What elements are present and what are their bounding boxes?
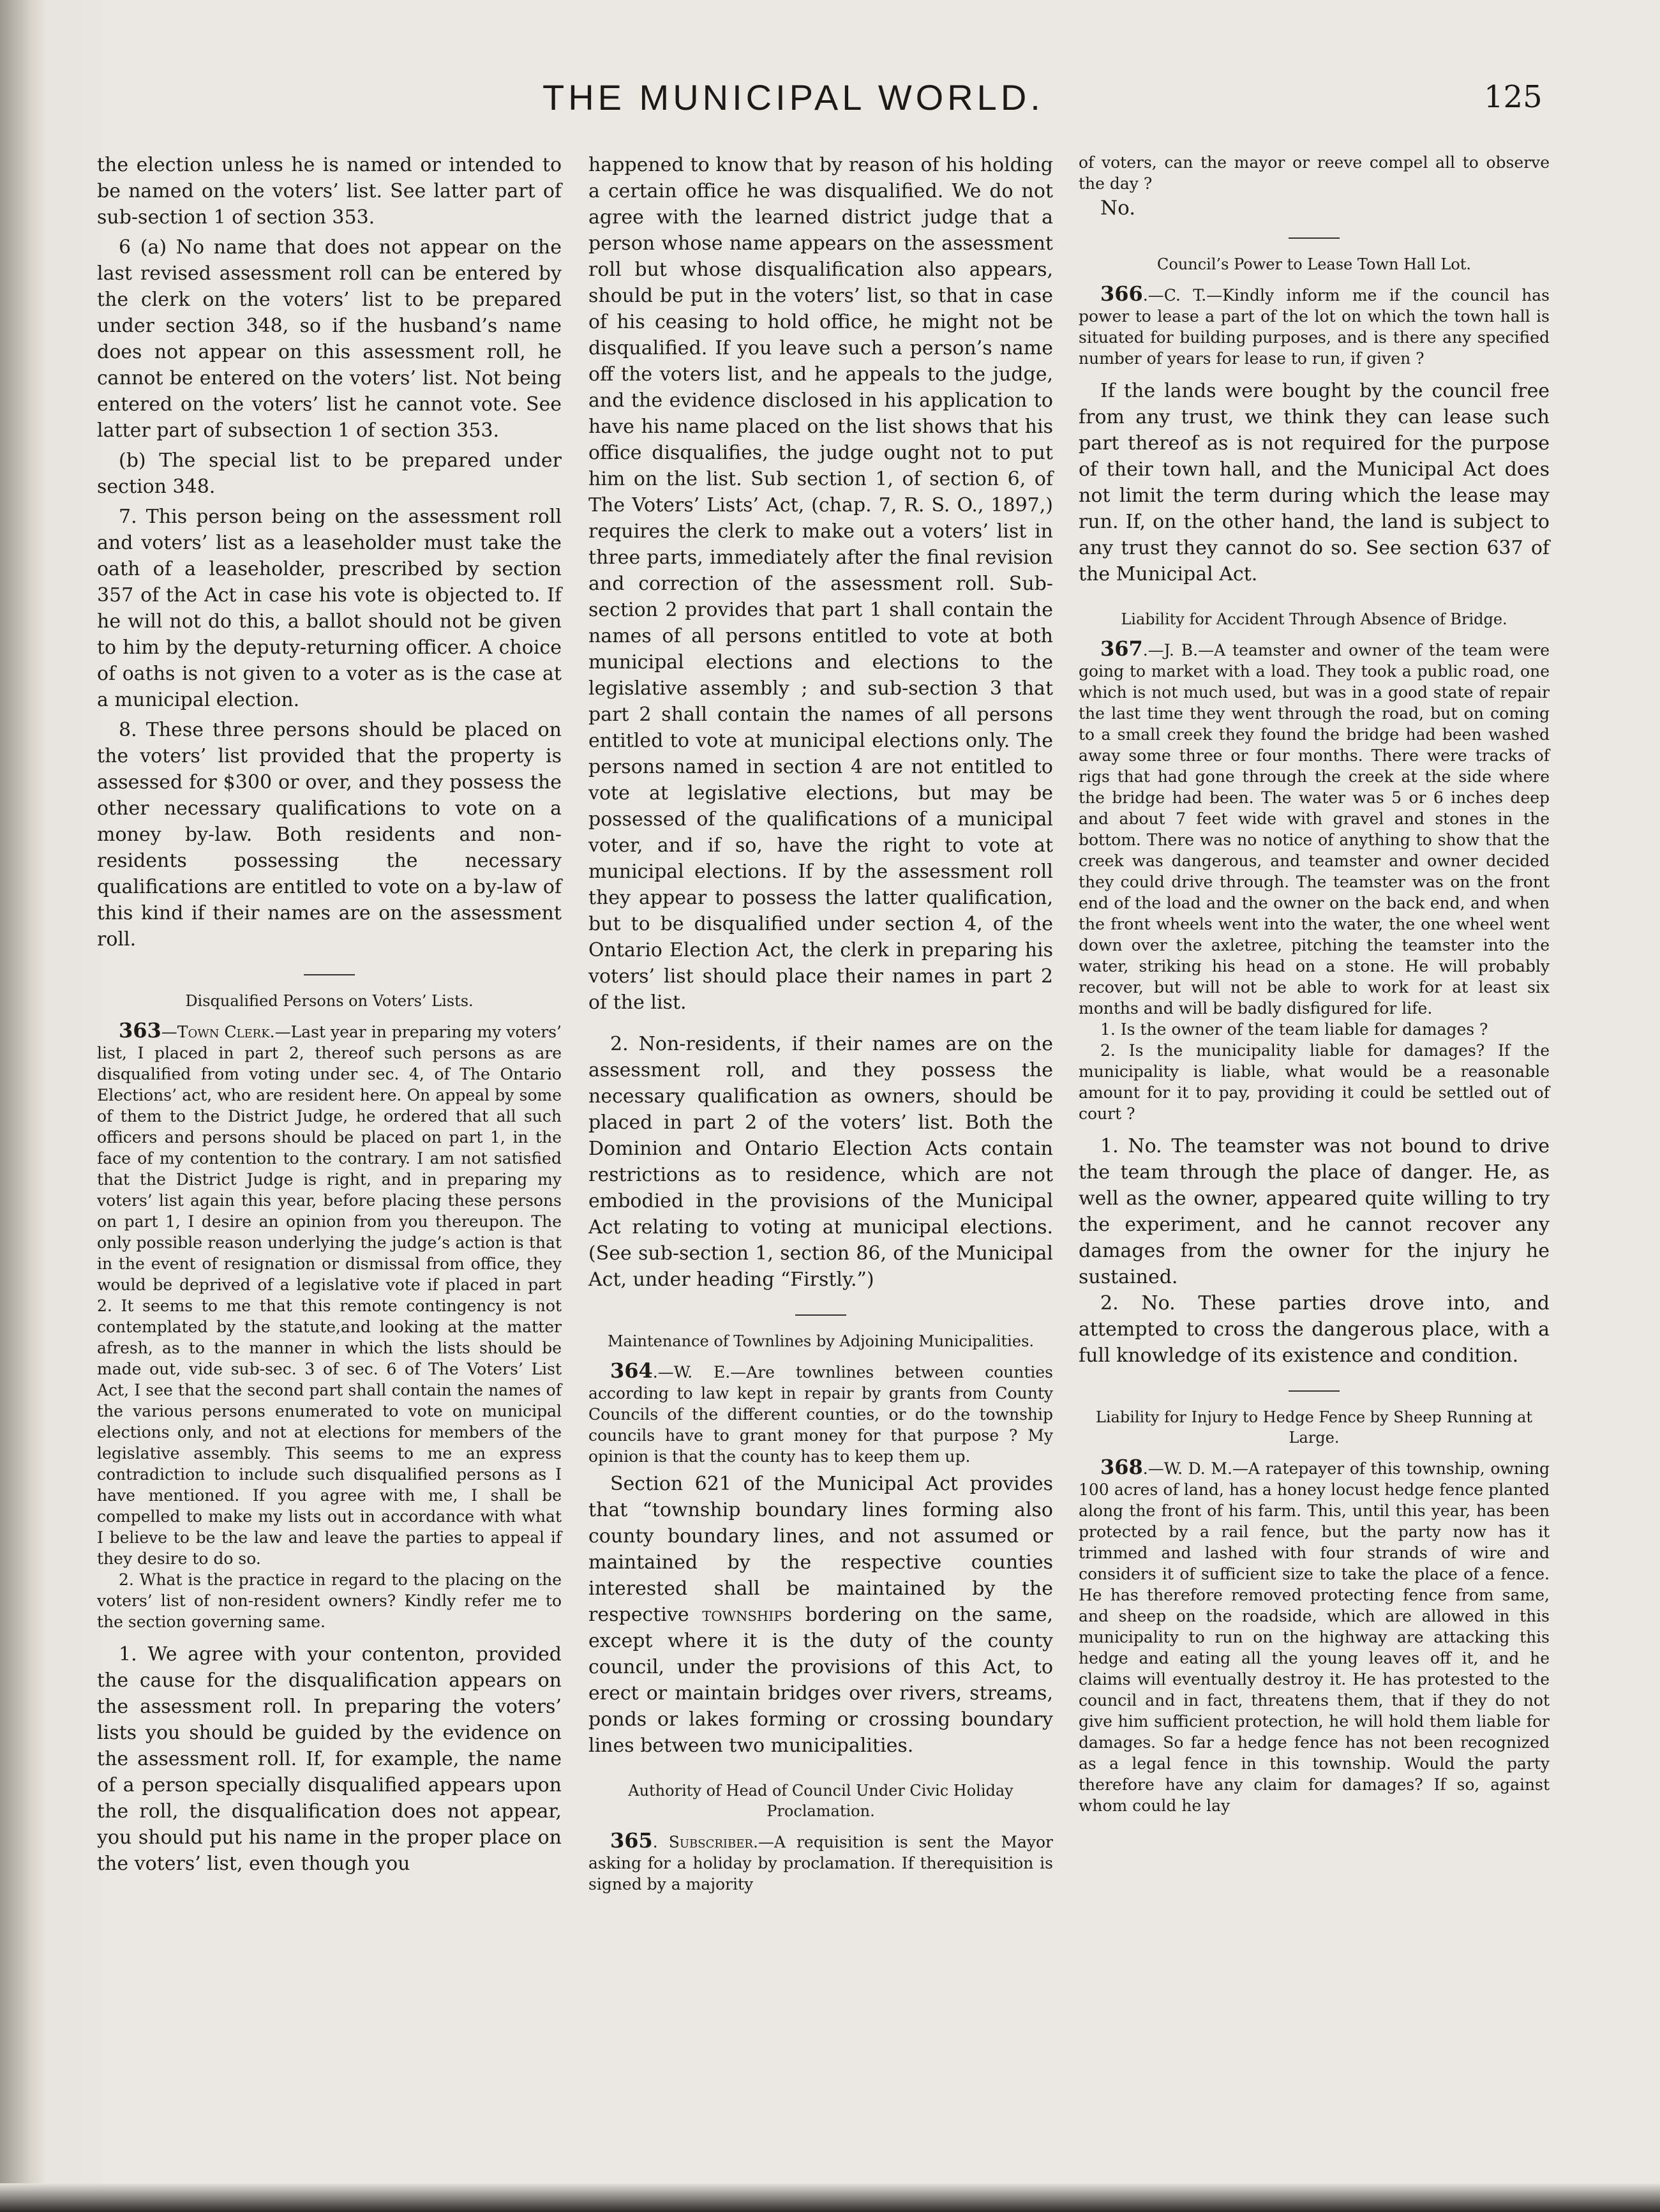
- answer-365: No.: [1100, 197, 1136, 220]
- binding-shadow: [0, 0, 45, 2212]
- column-right: [1079, 152, 1550, 1816]
- question-text: .—W. E.—Are townlines between counties according to law kept in repair by grants from County Councils of the different counties, or do the township councils have to grant money for that purpose ? My opinion is that the county has to keep them up.: [588, 1363, 1053, 1466]
- question-number: 364: [610, 1358, 653, 1383]
- paragraph: (b) The special list to be prepared under section 348.: [97, 449, 562, 498]
- section-heading: Liability for Injury to Hedge Fence by Sheep Running at Large.: [1095, 1408, 1533, 1447]
- question-text: —Last year in preparing my voters’ list, I placed in part 2, thereof such persons as are disqualified from voting under sec. 4, of The Ontario Elections’ act, who are resident here. On appeal by some of them to the District Judge, he ordered that all such officers and persons should be placed on part 1, in the face of my contention to the contrary. I am not satisfied that the District Judge is right, and in preparing my voters’ list again this year, before placing these persons on part 1, I desire an opinion from you thereupon. The only possible reason underlying the judge’s action is that in the event of resignation or dismissal from office, they would be deprived of a legislative vote if placed in part 2. It seems to me that this remote contingency is not contemplated by the statute,and looking at the matter afresh, as to the manner in which the lists should be made out, vide sub-sec. 3 of sec. 6 of The Voters’ List Act, I see that the second part shall contain the names of the various persons enumerated to vote on municipal elections only, and not at elections for members of the legislative assembly. This seems to me an express contradiction to include such disqualified persons as I have mentioned. If you agree with me, I shall be compelled to make my lists out in accordance with what I believe to be the law and leave the parties to appeal if they desire to do so.: [97, 1023, 562, 1568]
- question-367: [1079, 638, 1550, 1019]
- question-365: 365. Subscriber.—A requisition is sent the Mayor asking for a holiday by proclamation. If therequisition is signed by a majority: [588, 1828, 1053, 1893]
- question-368: [1079, 1457, 1550, 1816]
- question-number: 368: [1100, 1455, 1143, 1479]
- question-text: .—J. B.—A teamster and owner of the team were going to market with a load. They took a public road, one which is not much used, but was in a good state of repair the last time they went through the road, but on coming to a small creek they found the bridge had been washed away some three or four months. There were tracks of rigs that had gone through the creek at the side where the bridge had been. The water was 5 or 6 inches deep and about 7 feet wide with gravel and stones in the bottom. There was no notice of anything to show that the creek was dangerous, and teamster and owner decided they could drive through. The teamster was on the front end of the load and the owner on the back end, and when the front wheels went into the water, the one wheel went down over the axletree, pitching the teamster into the water, striking his head on a stone. He will probably recover, but will not be able to work for at least six months and will be badly disfigured for life.: [1079, 641, 1550, 1018]
- question-number: 363: [119, 1018, 161, 1042]
- masthead: [0, 77, 1660, 140]
- paragraph: 7. This person being on the assessment roll and voters’ list as a leaseholder must take the oath of a leaseholder, prescribed by section 357 of the Act in case his vote is objected to. If he will not do this, a ballot should not be given to him by the deputy-returning officer. A choice of oaths is not given to a voter as is the case at a municipal election.: [97, 506, 562, 711]
- column-left: [97, 152, 562, 1877]
- answer-367-1: 1. No. The teamster was not bound to drive the team through the place of danger. He, as well as the owner, appeared quite willing to try the experiment, and he cannot recover any damages from the owner for the injury he sustained.: [1079, 1135, 1550, 1288]
- section-heading: Disqualified Persons on Voters’ Lists.: [185, 992, 474, 1010]
- question-364: [588, 1360, 1053, 1467]
- question-366: [1079, 283, 1550, 369]
- question-367-part-2: 2. Is the municipality liable for damages? If the municipality is liable, what would be a reasonable amount for it to pay, providing it could be settled out of court ?: [1079, 1041, 1550, 1123]
- question-number: 367: [1100, 636, 1143, 661]
- column-middle: [588, 152, 1053, 1895]
- question-text: .—W. D. M.—A ratepayer of this township, owning 100 acres of land, has a honey locust hedge fence planted along the front of his farm. This, until this year, has been protected by a rail fence, but the party now has it trimmed and lashed with four strands of wire and considers it of sufficient size to take the place of a fence. He has therefore removed protecting fence from same, and sheep on the roadside, which are allowed in this municipality to run on the highway are attacking this hedge and eating all the young leaves off it, and he claims will eventually destroy it. He has protested to the council and in fact, threatens them, that if they do not give him sufficient protection, he will hold them liable for damages. So far a hedge fence has not been recognized as a legal fence in this township. Would the party therefore have any claim for damages? If so, against whom could he lay: [1079, 1459, 1550, 1815]
- paragraph: 8. These three persons should be placed on the voters’ list provided that the property is assessed for $300 or over, and they possess the other necessary qualifications to vote on a money by-law. Both residents and non-residents possessing the necessary qualifications are entitled to vote on a by-law of this kind if their names are on the assessment roll.: [97, 719, 562, 951]
- section-heading: Liability for Accident Through Absence of Bridge.: [1121, 610, 1507, 628]
- paragraph: 2. Non-residents, if their names are on the assessment roll, and they possess the necessary qualification as owners, should be placed in part 2 of the voters’ list. Both the Dominion and Ontario Election Acts contain restrictions as to residence, which are not embodied in the provisions of the Municipal Act relating to voting at municipal elections. (See sub-section 1, section 86, of the Municipal Act, under heading “Firstly.”): [588, 1033, 1053, 1291]
- paragraph: happened to know that by reason of his holding a certain office he was disqualified. We do not agree with the learned district judge that a person whose name appears on the assessment roll but whose disqualification also appears, should be put in the voters’ list, so that in case of his ceasing to hold office, he might not be disqualified. If you leave such a person’s name off the voters list, and he appeals to the judge, and the evidence disclosed in his application to have his name placed on the list shows that his office disqualifies, the judge ought not to put him on the list. Sub section 1, of section 6, of The Voters’ Lists’ Act, (chap. 7, R. S. O., 1897,) requires the clerk to make out a voters’ list in three parts, immediately after the final revision and correction of the assessment roll. Sub-section 2 provides that part 1 shall contain the names of all persons entitled to vote at both municipal elections and elections to the legislative assembly ; and sub-section 3 that part 2 shall contain the names of all persons entitled to vote at municipal elections only. The persons named in section 4 are not entitled to vote at legislative elections, but may be possessed of the qualifications of a municipal voter, and if so, have the right to vote at municipal elections. If by the assessment roll they appear to possess the latter qualification, but to be disqualified under section 4, of the Ontario Election Act, the clerk in preparing his voters’ list should place their names in part 2 of the list.: [588, 154, 1053, 1014]
- answer-text: bordering on the same, except where it is the duty of the county council, under the provisions of this Act, to erect or maintain bridges over rivers, streams, ponds or lakes forming or crossing boundary lines between two municipalities.: [588, 1604, 1054, 1757]
- answer-364: [588, 1471, 1053, 1759]
- question-text: —A requisition is sent the Mayor asking for a holiday by proclamation. If therequisition is signed by a majority: [588, 1833, 1053, 1893]
- question-number: 366: [1100, 282, 1143, 306]
- question-367-part-1: 1. Is the owner of the team liable for damages ?: [1100, 1020, 1488, 1039]
- paragraph: 6 (a) No name that does not appear on the last revised assessment roll can be entered by the clerk on the voters’ list to be prepared under section 348, so if the husband’s name does not appear on this assessment roll, he cannot be entered on the voters’ list. Not being entered on the voters’ list he cannot vote. See latter part of subsection 1 of section 353.: [97, 236, 562, 442]
- answer-text: townships: [702, 1604, 792, 1626]
- page-title: THE MUNICIPAL WORLD.: [542, 77, 1044, 117]
- page-bottom-edge: [0, 2183, 1660, 2212]
- section-heading: Maintenance of Townlines by Adjoining Municipalities.: [607, 1332, 1035, 1350]
- question-text: .—C. T.—Kindly inform me if the council has power to lease a part of the lot on which the town hall is situated for building purposes, and is there any specified number of years for lease to run, if given ?: [1079, 286, 1550, 368]
- answer-363: 1. We agree with your contenton, provided the cause for the disqualification appears on the assessment roll. In preparing the voters’ lists you should be guided by the evidence on the assessment roll. If, for example, the name of a person specially disqualified appears upon the roll, the disqualification does not appear, you should put his name in the proper place on the voters’ list, even though you: [97, 1643, 562, 1875]
- question-365-continued: of voters, can the mayor or reeve compel all to observe the day ?: [1079, 153, 1550, 193]
- question-363-part-2: 2. What is the practice in regard to the placing on the voters’ list of non-resident owners? Kindly refer me to the section governing same.: [97, 1570, 562, 1631]
- question-363: [97, 1020, 562, 1569]
- page-number: 125: [1484, 79, 1543, 115]
- answer-367-2: 2. No. These parties drove into, and attempted to cross the dangerous place, with a full knowledge of its existence and condition.: [1079, 1292, 1550, 1367]
- question-author: Subscriber.: [668, 1833, 758, 1851]
- section-heading: Council’s Power to Lease Town Hall Lot.: [1157, 255, 1471, 273]
- section-heading: Authority of Head of Council Under Civic Holiday Proclamation.: [628, 1782, 1013, 1820]
- answer-366: If the lands were bought by the council free from any trust, we think they can lease such part thereof as is not required for the purpose of their town hall, and the Municipal Act does not limit the term during which the lease may run. If, on the other hand, the land is subject to any trust they cannot do so. See section 637 of the Municipal Act.: [1079, 380, 1550, 585]
- question-number: 365: [610, 1828, 653, 1853]
- question-author: —Town Clerk.: [161, 1023, 275, 1041]
- paragraph: the election unless he is named or intended to be named on the voters’ list. See latter part of sub-section 1 of section 353.: [97, 154, 562, 229]
- answer-text: Section 621 of the Municipal Act provides that “township boundary lines forming also county boundary lines, and not assumed or maintained by the respective counties interested shall be maintained by the respective: [588, 1473, 1053, 1626]
